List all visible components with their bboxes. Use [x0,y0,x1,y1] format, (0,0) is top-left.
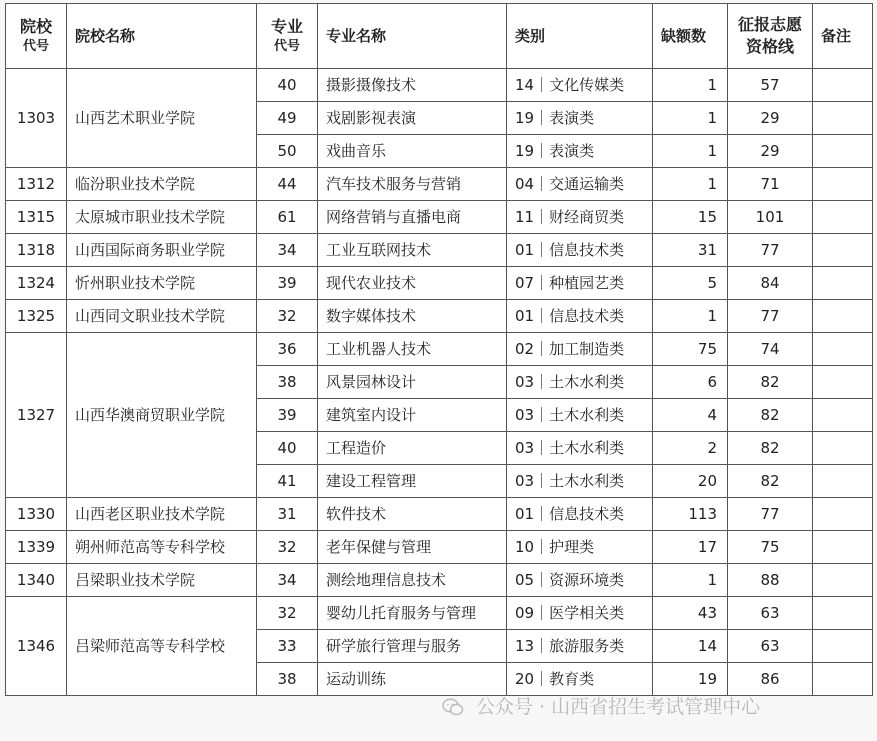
major-code: 32 [257,300,318,333]
qualifying-line: 63 [728,630,813,663]
major-category: 03｜土木水利类 [507,432,653,465]
major-category: 03｜土木水利类 [507,465,653,498]
major-code: 38 [257,366,318,399]
table-row [6,300,873,333]
vacancy-count: 15 [653,201,728,234]
major-name: 软件技术 [318,498,507,531]
vacancy-count: 1 [653,102,728,135]
major-name: 汽车技术服务与营销 [318,168,507,201]
remark-cell [813,564,873,597]
watermark-text: 公众号 · 山西省招生考试管理中心 [476,696,761,718]
major-name: 婴幼儿托育服务与管理 [318,597,507,630]
qualifying-line: 86 [728,663,813,696]
major-code: 33 [257,630,318,663]
qualifying-line: 82 [728,399,813,432]
qualifying-line: 82 [728,366,813,399]
vacancy-count: 2 [653,432,728,465]
school-code: 1312 [6,168,67,201]
major-name: 建筑室内设计 [318,399,507,432]
major-code: 44 [257,168,318,201]
major-name: 网络营销与直播电商 [318,201,507,234]
vacancy-count: 1 [653,69,728,102]
major-name: 工业互联网技术 [318,234,507,267]
remark-cell [813,630,873,663]
school-code: 1346 [6,597,67,696]
major-category: 02｜加工制造类 [507,333,653,366]
major-name: 戏曲音乐 [318,135,507,168]
remark-cell [813,432,873,465]
major-code: 50 [257,135,318,168]
major-code: 32 [257,597,318,630]
major-code: 34 [257,234,318,267]
school-name: 朔州师范高等专科学校 [67,531,257,564]
table-row [6,267,873,300]
major-category: 10｜护理类 [507,531,653,564]
admission-table [5,3,873,696]
qualifying-line: 82 [728,465,813,498]
remark-cell [813,366,873,399]
remark-cell [813,465,873,498]
major-name: 测绘地理信息技术 [318,564,507,597]
school-name: 吕梁师范高等专科学校 [67,597,257,696]
major-category: 01｜信息技术类 [507,300,653,333]
table-row [6,564,873,597]
table-row [6,234,873,267]
major-name: 研学旅行管理与服务 [318,630,507,663]
qualifying-line: 63 [728,597,813,630]
qualifying-line: 77 [728,300,813,333]
qualifying-line: 57 [728,69,813,102]
major-code: 39 [257,399,318,432]
major-code: 32 [257,531,318,564]
school-name: 忻州职业技术学院 [67,267,257,300]
remark-cell [813,267,873,300]
header-school-name: 院校名称 [67,4,257,69]
remark-cell [813,399,873,432]
major-code: 39 [257,267,318,300]
major-name: 运动训练 [318,663,507,696]
major-category: 01｜信息技术类 [507,498,653,531]
header-major-code: 专业 代号 [257,4,318,69]
major-name: 戏剧影视表演 [318,102,507,135]
table-row [6,333,873,366]
qualifying-line: 29 [728,135,813,168]
qualifying-line: 84 [728,267,813,300]
school-name: 山西同文职业技术学院 [67,300,257,333]
major-category: 20｜教育类 [507,663,653,696]
vacancy-count: 1 [653,168,728,201]
header-vacancies: 缺额数 [653,4,728,69]
table-row [6,531,873,564]
school-name: 山西艺术职业学院 [67,69,257,168]
major-category: 13｜旅游服务类 [507,630,653,663]
qualifying-line: 101 [728,201,813,234]
qualifying-line: 29 [728,102,813,135]
major-code: 38 [257,663,318,696]
remark-cell [813,201,873,234]
school-code: 1318 [6,234,67,267]
major-name: 数字媒体技术 [318,300,507,333]
vacancy-count: 1 [653,564,728,597]
school-name: 吕梁职业技术学院 [67,564,257,597]
major-category: 01｜信息技术类 [507,234,653,267]
major-name: 风景园林设计 [318,366,507,399]
remark-cell [813,498,873,531]
remark-cell [813,168,873,201]
major-category: 07｜种植园艺类 [507,267,653,300]
major-code: 36 [257,333,318,366]
major-category: 09｜医学相关类 [507,597,653,630]
vacancy-count: 75 [653,333,728,366]
remark-cell [813,69,873,102]
vacancy-count: 4 [653,399,728,432]
vacancy-count: 31 [653,234,728,267]
major-name: 老年保健与管理 [318,531,507,564]
header-school-code: 院校 代号 [6,4,67,69]
header-category: 类别 [507,4,653,69]
major-name: 工程造价 [318,432,507,465]
major-category: 19｜表演类 [507,135,653,168]
header-row [6,4,873,69]
qualifying-line: 75 [728,531,813,564]
major-name: 建设工程管理 [318,465,507,498]
qualifying-line: 71 [728,168,813,201]
school-code: 1330 [6,498,67,531]
table-row [6,69,873,102]
school-name: 山西华澳商贸职业学院 [67,333,257,498]
major-code: 41 [257,465,318,498]
table-row [6,498,873,531]
watermark [442,692,862,722]
major-category: 05｜资源环境类 [507,564,653,597]
school-code: 1324 [6,267,67,300]
school-name: 太原城市职业技术学院 [67,201,257,234]
major-code: 31 [257,498,318,531]
school-code: 1325 [6,300,67,333]
vacancy-count: 43 [653,597,728,630]
header-remarks: 备注 [813,4,873,69]
school-name: 山西国际商务职业学院 [67,234,257,267]
remark-cell [813,300,873,333]
school-code: 1327 [6,333,67,498]
vacancy-count: 19 [653,663,728,696]
school-name: 山西老区职业技术学院 [67,498,257,531]
major-code: 49 [257,102,318,135]
header-major-name: 专业名称 [318,4,507,69]
school-code: 1340 [6,564,67,597]
school-code: 1315 [6,201,67,234]
qualifying-line: 74 [728,333,813,366]
vacancy-count: 5 [653,267,728,300]
major-category: 03｜土木水利类 [507,399,653,432]
major-code: 40 [257,69,318,102]
vacancy-count: 1 [653,300,728,333]
major-category: 11｜财经商贸类 [507,201,653,234]
school-code: 1339 [6,531,67,564]
qualifying-line: 82 [728,432,813,465]
remark-cell [813,531,873,564]
vacancy-count: 6 [653,366,728,399]
major-category: 19｜表演类 [507,102,653,135]
vacancy-count: 14 [653,630,728,663]
major-name: 现代农业技术 [318,267,507,300]
vacancy-count: 20 [653,465,728,498]
major-name: 摄影摄像技术 [318,69,507,102]
remark-cell [813,102,873,135]
major-category: 03｜土木水利类 [507,366,653,399]
major-name: 工业机器人技术 [318,333,507,366]
school-name: 临汾职业技术学院 [67,168,257,201]
wechat-icon [442,698,464,716]
table-row [6,168,873,201]
school-code: 1303 [6,69,67,168]
remark-cell [813,663,873,696]
major-code: 61 [257,201,318,234]
remark-cell [813,597,873,630]
qualifying-line: 77 [728,234,813,267]
table-row [6,201,873,234]
remark-cell [813,135,873,168]
major-category: 04｜交通运输类 [507,168,653,201]
header-qualifying-line: 征报志愿 资格线 [728,4,813,69]
major-code: 40 [257,432,318,465]
remark-cell [813,234,873,267]
vacancy-count: 17 [653,531,728,564]
major-category: 14｜文化传媒类 [507,69,653,102]
table-row [6,597,873,630]
vacancy-count: 1 [653,135,728,168]
major-code: 34 [257,564,318,597]
remark-cell [813,333,873,366]
vacancy-count: 113 [653,498,728,531]
qualifying-line: 88 [728,564,813,597]
qualifying-line: 77 [728,498,813,531]
